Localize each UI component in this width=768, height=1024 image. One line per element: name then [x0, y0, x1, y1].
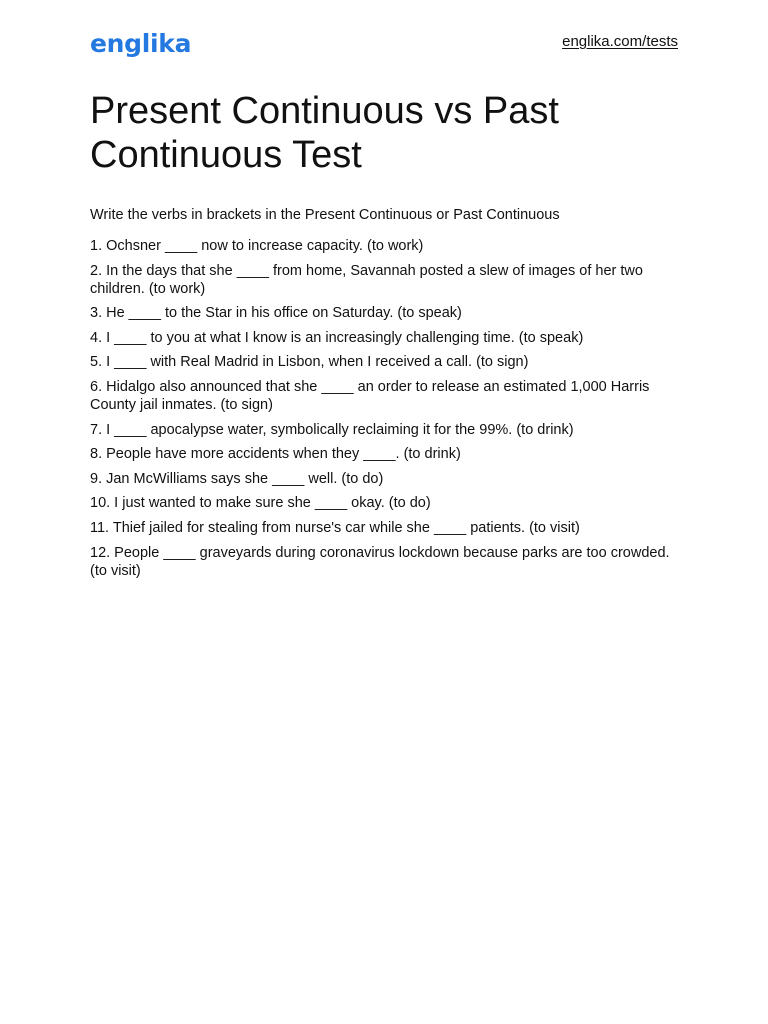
question-item: 5. I ____ with Real Madrid in Lisbon, when I received a call. (to sign)	[90, 354, 529, 371]
question-item: 8. People have more accidents when they ____. (to drink)	[90, 446, 461, 463]
page-title: Present Continuous vs Past Continuous Test	[90, 90, 559, 176]
question-item: 6. Hidalgo also announced that she ____ an order to release an estimated 1,000 Harris County jail inmates. (to sign)	[90, 378, 650, 413]
question-item: 10. I just wanted to make sure she ____ okay. (to do)	[90, 495, 431, 512]
test-instructions: Write the verbs in brackets in the Present Continuous or Past Continuous	[90, 207, 560, 223]
question-item: 9. Jan McWilliams says she ____ well. (to do)	[90, 470, 384, 487]
question-item: 12. People ____ graveyards during coronavirus lockdown because parks are too crowded. (to visit)	[90, 544, 670, 579]
question-item: 1. Ochsner ____ now to increase capacity. (to work)	[90, 238, 424, 254]
question-item: 11. Thief jailed for stealing from nurse's car while she ____ patients. (to visit)	[90, 519, 580, 536]
page-header	[90, 28, 678, 64]
question-item: 3. He ____ to the Star in his office on Saturday. (to speak)	[90, 305, 462, 322]
englika-logo[interactable]: englika	[90, 29, 192, 58]
tests-link[interactable]: englika.com/tests	[562, 33, 678, 50]
question-list	[90, 237, 680, 586]
question-item: 4. I ____ to you at what I know is an increasingly challenging time. (to speak)	[90, 329, 584, 346]
question-item: 2. In the days that she ____ from home, Savannah posted a slew of images of her two children. (to work)	[90, 262, 643, 297]
question-item: 7. I ____ apocalypse water, symbolically reclaiming it for the 99%. (to drink)	[90, 421, 574, 438]
